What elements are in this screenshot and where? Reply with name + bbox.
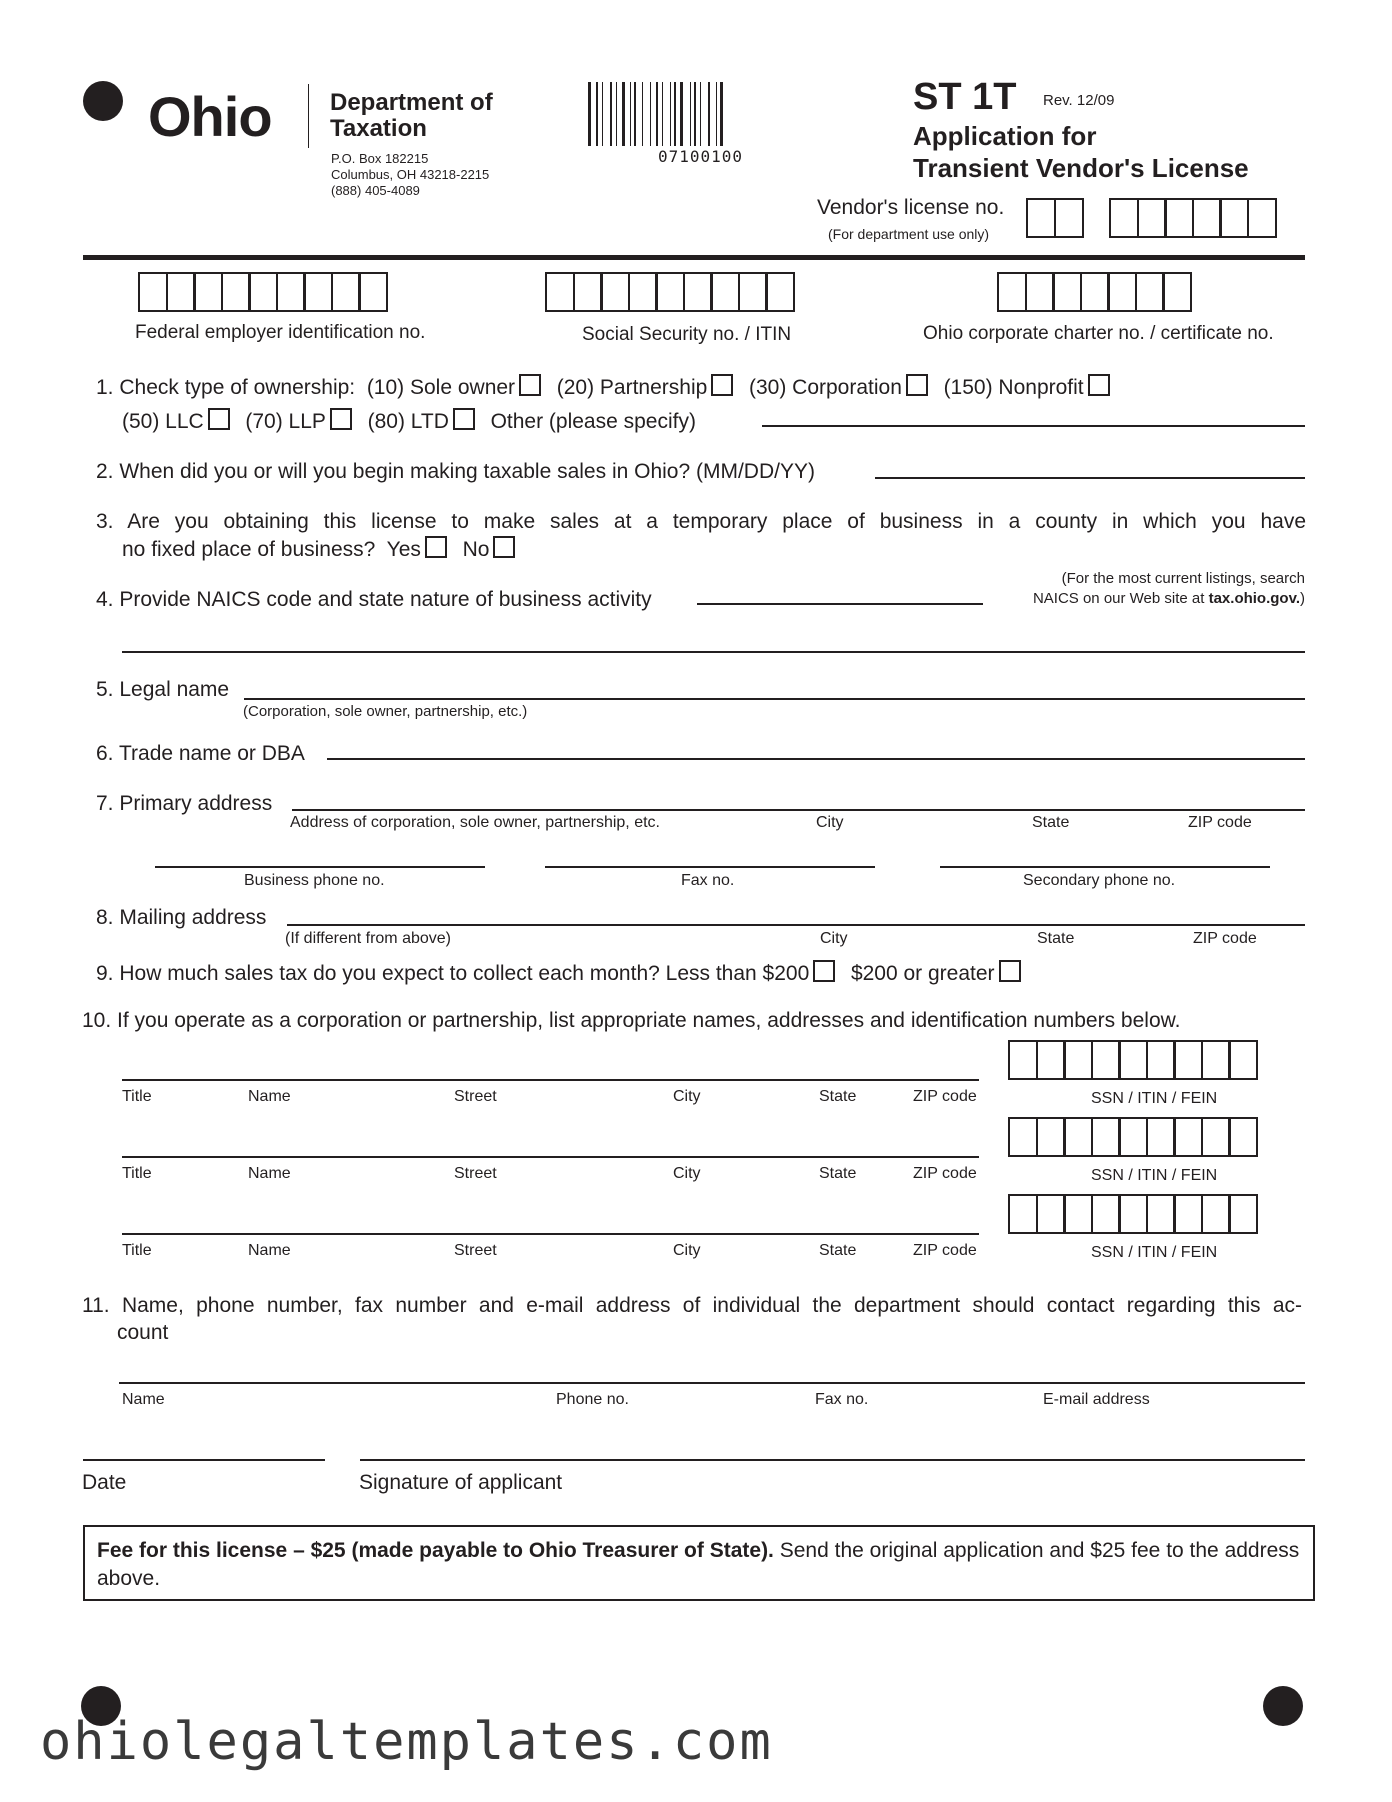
ltd-label: (80) LTD [367, 410, 449, 433]
ssn-label: Social Security no. / ITIN [582, 324, 792, 345]
200-or-greater-checkbox[interactable] [999, 960, 1021, 982]
zip-label: ZIP code [1188, 814, 1252, 831]
start-date-field[interactable] [875, 477, 1305, 479]
llc-label: (50) LLC [122, 410, 204, 433]
naics-note-line2: NAICS on our Web site at tax.ohio.gov.) [1032, 590, 1305, 607]
sole-owner-checkbox[interactable] [519, 374, 541, 396]
fax-label: Fax no. [681, 872, 735, 889]
naics-note [993, 569, 1305, 609]
officer-col-label: Name [248, 1088, 291, 1105]
officer-col-label: Street [454, 1088, 497, 1105]
dept-address [331, 151, 489, 199]
date-field[interactable] [83, 1459, 325, 1461]
id-digit-box[interactable] [1146, 1040, 1176, 1080]
barcode-bar [596, 82, 598, 146]
q4-label: 4. Provide NAICS code and state nature of business activity [96, 588, 652, 611]
id-digit-box[interactable] [1036, 1040, 1066, 1080]
title-line1: Application for [913, 121, 1097, 151]
partnership-label: (20) Partnership [556, 376, 708, 399]
barcode-bar [650, 82, 651, 146]
officer-col-label: Title [122, 1088, 152, 1105]
naics-field[interactable] [697, 603, 983, 605]
legal-name-note: (Corporation, sole owner, partnership, etc.) [243, 703, 528, 720]
barcode-bar [700, 82, 701, 146]
q3-question: no fixed place of business? [122, 538, 376, 561]
id-digit-box[interactable] [1173, 1194, 1203, 1234]
q3-line2 [122, 536, 519, 563]
partnership-checkbox[interactable] [711, 374, 733, 396]
registration-mark [1263, 1686, 1303, 1726]
signature-label: Signature of applicant [359, 1471, 563, 1494]
barcode-bar [588, 82, 591, 146]
trade-name-field[interactable] [327, 758, 1305, 760]
revision: Rev. 12/09 [1043, 92, 1115, 109]
id-digit-box[interactable] [1201, 1117, 1231, 1157]
q1-label: 1. Check type of ownership: [96, 376, 356, 399]
nonprofit-checkbox[interactable] [1088, 374, 1110, 396]
q7-label: 7. Primary address [96, 792, 273, 815]
id-digit-box[interactable] [1063, 1040, 1093, 1080]
dept-line1: Department of [330, 89, 493, 116]
officer-col-label: City [673, 1088, 701, 1105]
barcode [588, 82, 836, 146]
llp-label: (70) LLP [245, 410, 326, 433]
q6-label: 6. Trade name or DBA [96, 742, 305, 765]
nonprofit-label: (150) Nonprofit [943, 376, 1084, 399]
ohio-logo: Ohio [148, 85, 272, 148]
dept-name [330, 90, 493, 142]
llc-checkbox[interactable] [208, 408, 230, 430]
state-label: State [1032, 814, 1070, 831]
id-digit-box[interactable] [1008, 1117, 1038, 1157]
officer-id-boxes[interactable] [1008, 1194, 1258, 1234]
primary-address-field[interactable] [292, 809, 1305, 811]
greater-label: $200 or greater [850, 962, 995, 985]
officer-row-field[interactable] [122, 1079, 979, 1081]
officer-row-field[interactable] [122, 1233, 979, 1235]
no-label: No [462, 538, 490, 561]
vendor-license-note: (For department use only) [828, 226, 990, 242]
yes-label: Yes [386, 538, 421, 561]
officer-col-label: State [819, 1242, 857, 1259]
barcode-bar [674, 82, 676, 146]
barcode-bar [694, 82, 696, 146]
vendor-license-prefix-boxes[interactable] [1026, 198, 1084, 238]
q11-line1: 11. Name, phone number, fax number and e-mail address of individual the department should contact regarding this ac- [82, 1294, 1302, 1317]
id-digit-box[interactable] [1091, 1117, 1121, 1157]
naics-website: tax.ohio.gov. [1208, 590, 1300, 607]
officer-col-label: State [819, 1088, 857, 1105]
barcode-bar [622, 82, 625, 146]
q9-row [96, 960, 1025, 987]
barcode-bar [634, 82, 636, 146]
contact-email-label: E-mail address [1043, 1391, 1150, 1408]
corporation-checkbox[interactable] [906, 374, 928, 396]
mailing-zip-label: ZIP code [1193, 930, 1257, 947]
id-digit-box[interactable] [1036, 1117, 1066, 1157]
dept-phone: (888) 405-4089 [331, 183, 420, 198]
logo-divider [308, 84, 309, 148]
contact-field[interactable] [119, 1382, 1305, 1384]
officer-id-boxes[interactable] [1008, 1117, 1258, 1157]
q1-row1 [96, 374, 1114, 401]
address-line2: Columbus, OH 43218-2215 [331, 167, 490, 182]
form-title [913, 120, 1249, 184]
barcode-bar [662, 82, 663, 146]
officer-col-label: Title [122, 1165, 152, 1182]
officer-col-label: Street [454, 1242, 497, 1259]
address-col-label: Address of corporation, sole owner, partnership, etc. [290, 814, 660, 831]
id-digit-box[interactable] [1118, 1117, 1148, 1157]
barcode-bar [656, 82, 658, 146]
ltd-checkbox[interactable] [453, 408, 475, 430]
barcode-bar [642, 82, 643, 146]
other-specify-field[interactable] [762, 425, 1305, 427]
form-number: ST 1T [913, 76, 1017, 118]
q9-label: 9. How much sales tax do you expect to collect each month? Less than $200 [96, 962, 810, 985]
officer-col-label: ZIP code [913, 1088, 977, 1105]
id-digit-box[interactable] [1228, 1194, 1258, 1234]
barcode-bar [680, 82, 683, 146]
id-digit-box[interactable] [1008, 1040, 1038, 1080]
contact-fax-label: Fax no. [815, 1391, 869, 1408]
officer-col-label: Street [454, 1165, 497, 1182]
id-digit-box[interactable] [1146, 1194, 1176, 1234]
id-digit-box[interactable] [1118, 1040, 1148, 1080]
mailing-address-field[interactable] [287, 924, 1305, 926]
barcode-bar [630, 82, 631, 146]
no-checkbox[interactable] [493, 536, 515, 558]
business-phone-label: Business phone no. [244, 872, 385, 889]
fee-text: Send the original application and $25 fee to the address above. [97, 1539, 1300, 1590]
title-line2: Transient Vendor's License [913, 153, 1249, 183]
id-digit-box[interactable] [1201, 1194, 1231, 1234]
barcode-bar [720, 82, 723, 146]
id-digit-box[interactable] [1008, 1194, 1038, 1234]
dept-line2: Taxation [330, 115, 427, 142]
legal-name-field[interactable] [244, 698, 1305, 700]
secondary-phone-label: Secondary phone no. [1023, 872, 1176, 889]
barcode-bar [708, 82, 710, 146]
charter-label: Ohio corporate charter no. / certificate no. [923, 323, 1274, 344]
q11-line2: count [117, 1321, 169, 1344]
officer-id-label: SSN / ITIN / FEIN [1091, 1090, 1218, 1107]
q2-label: 2. When did you or will you begin making taxable sales in Ohio? (MM/DD/YY) [96, 460, 815, 483]
id-digit-box[interactable] [1063, 1117, 1093, 1157]
mailing-note: (If different from above) [285, 930, 451, 947]
q1-row2 [122, 408, 696, 435]
id-digit-box[interactable] [1091, 1194, 1121, 1234]
fee-bold-text: Fee for this license – $25 (made payable to Ohio Treasurer of State). [97, 1539, 774, 1562]
officer-col-label: City [673, 1242, 701, 1259]
vendor-license-label: Vendor's license no. [817, 196, 1005, 219]
q8-label: 8. Mailing address [96, 906, 267, 929]
q3-line1: 3. Are you obtaining this license to make sales at a temporary place of business in a county in which you have [96, 510, 1306, 533]
officer-id-boxes[interactable] [1008, 1040, 1258, 1080]
sole-owner-label: (10) Sole owner [366, 376, 516, 399]
watermark: ohiolegaltemplates.com [40, 1712, 773, 1772]
id-digit-box[interactable] [1118, 1194, 1148, 1234]
id-digit-box[interactable] [1228, 1040, 1258, 1080]
fax-field[interactable] [545, 866, 875, 868]
yes-checkbox[interactable] [425, 536, 447, 558]
signature-field[interactable] [360, 1459, 1305, 1461]
officer-id-label: SSN / ITIN / FEIN [1091, 1167, 1218, 1184]
secondary-phone-field[interactable] [940, 866, 1270, 868]
id-digit-box[interactable] [1146, 1117, 1176, 1157]
officer-id-label: SSN / ITIN / FEIN [1091, 1244, 1218, 1261]
officer-row-field[interactable] [122, 1156, 979, 1158]
naics-note-line1: (For the most current listings, search [1061, 570, 1305, 587]
officer-col-label: State [819, 1165, 857, 1182]
barcode-bar [616, 82, 617, 146]
contact-name-label: Name [122, 1391, 165, 1408]
header-rule [83, 255, 1305, 260]
city-label: City [816, 814, 844, 831]
barcode-bar [602, 82, 603, 146]
id-digit-box[interactable] [1173, 1117, 1203, 1157]
id-digit-box[interactable] [1091, 1040, 1121, 1080]
id-digit-box[interactable] [1201, 1040, 1231, 1080]
id-digit-box[interactable] [1173, 1040, 1203, 1080]
fee-notice [83, 1525, 1315, 1601]
barcode-bar [690, 82, 691, 146]
barcode-bar [716, 82, 717, 146]
fein-label: Federal employer identification no. [135, 322, 426, 343]
officer-col-label: ZIP code [913, 1165, 977, 1182]
contact-phone-label: Phone no. [556, 1391, 629, 1408]
id-digit-box[interactable] [1036, 1194, 1066, 1234]
officer-col-label: ZIP code [913, 1242, 977, 1259]
barcode-bar [670, 82, 671, 146]
officer-col-label: City [673, 1165, 701, 1182]
mailing-state-label: State [1037, 930, 1075, 947]
officer-col-label: Title [122, 1242, 152, 1259]
ssn-boxes[interactable] [545, 272, 795, 312]
q10-label: 10. If you operate as a corporation or partnership, list appropriate names, addresses and identification numbers below. [82, 1009, 1181, 1032]
fein-boxes[interactable] [138, 272, 388, 312]
vendor-license-number-boxes[interactable] [1109, 198, 1277, 238]
other-label: Other (please specify) [490, 410, 696, 433]
business-activity-field[interactable] [122, 651, 1305, 653]
llp-checkbox[interactable] [330, 408, 352, 430]
corporation-label: (30) Corporation [748, 376, 902, 399]
officer-col-label: Name [248, 1242, 291, 1259]
q5-label: 5. Legal name [96, 678, 230, 701]
address-line1: P.O. Box 182215 [331, 151, 429, 166]
registration-mark [83, 81, 123, 121]
barcode-number: 07100100 [658, 147, 744, 166]
officer-col-label: Name [248, 1165, 291, 1182]
date-label: Date [82, 1471, 127, 1494]
id-digit-box[interactable] [1063, 1194, 1093, 1234]
naics-note-text: NAICS on our Web site at [1032, 590, 1205, 607]
less-than-200-checkbox[interactable] [813, 960, 835, 982]
charter-boxes[interactable] [997, 272, 1192, 312]
barcode-bar [610, 82, 612, 146]
business-phone-field[interactable] [155, 866, 485, 868]
mailing-city-label: City [820, 930, 848, 947]
id-digit-box[interactable] [1228, 1117, 1258, 1157]
